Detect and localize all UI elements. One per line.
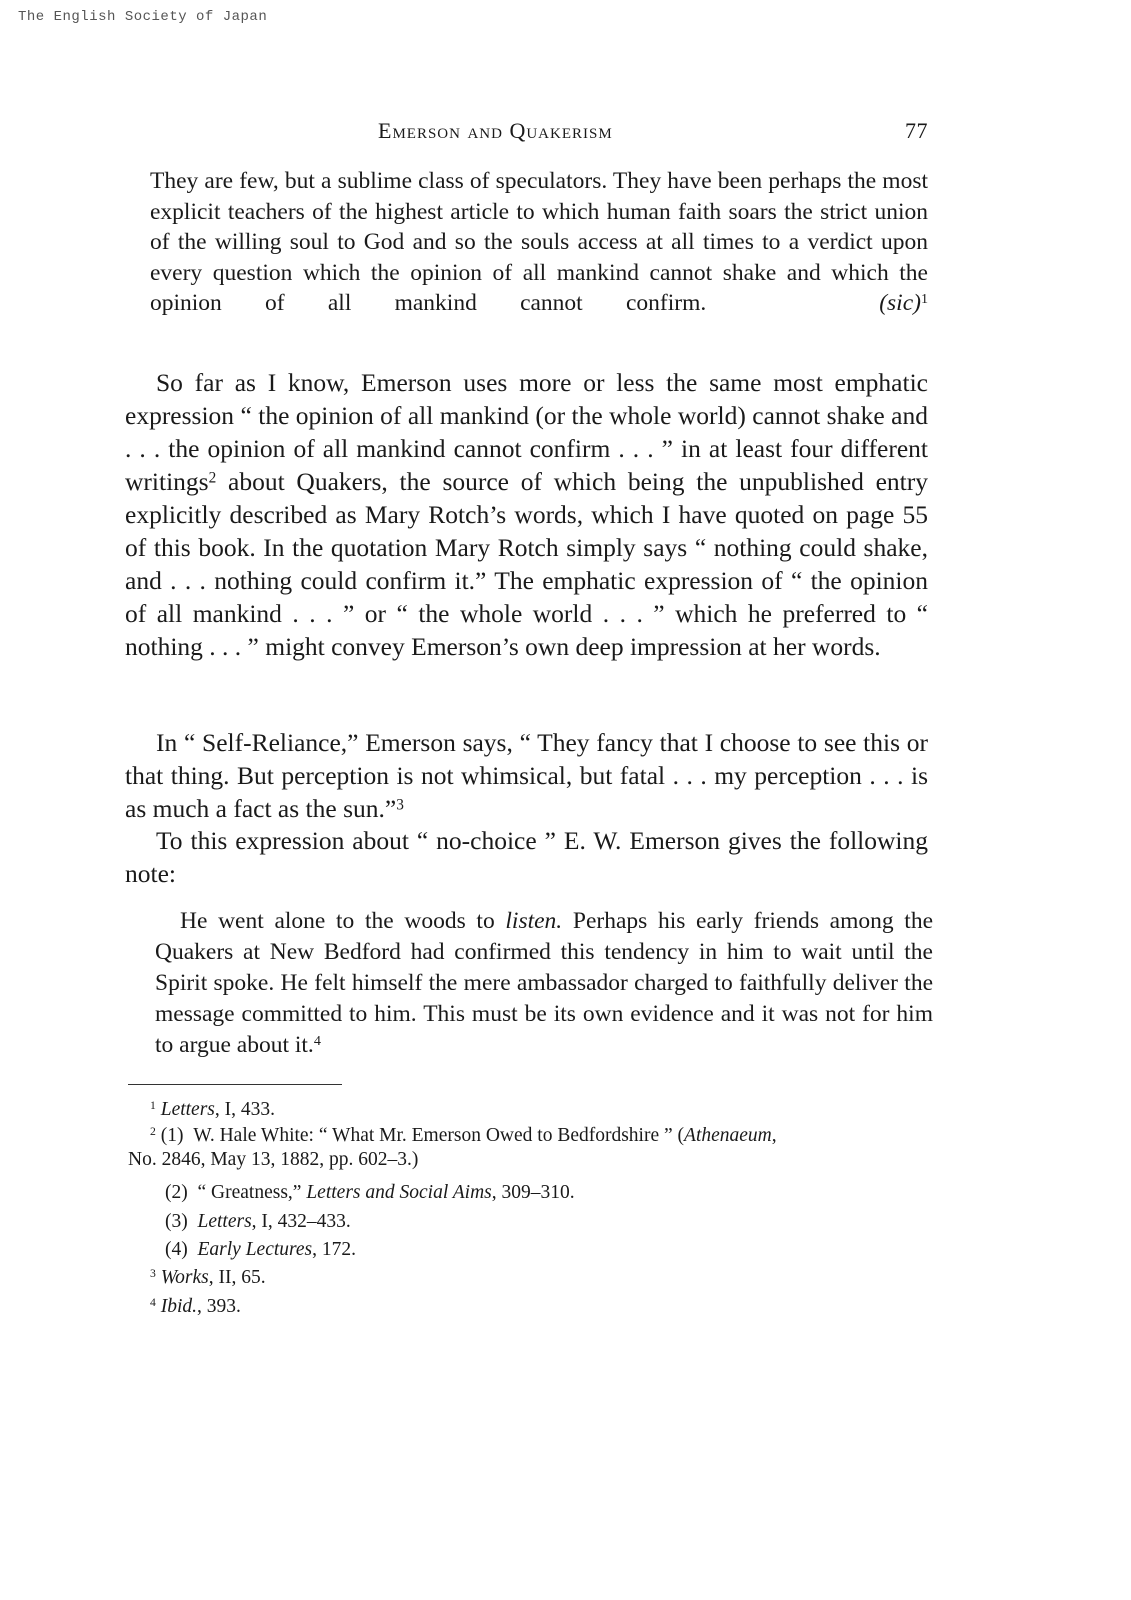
footnote-1-mark: 1 (150, 1099, 156, 1113)
block-quote-1-text: They are few, but a sublime class of speculators. They have been perhaps the most explicit teachers of the highest article to which human faith soars the strict union of the willing soul to God and so the souls access at all times to a verdict upon every question which the opinion of all mankind cannot shake and which the opinion of all mankind cannot confirm. (150, 168, 928, 317)
paragraph-3 (125, 824, 928, 890)
footnote-2-3-num: (3) (165, 1211, 188, 1232)
footnote-2-item-2 (165, 1181, 575, 1205)
footnote-ref-4: 4 (313, 1032, 321, 1049)
footnote-1-rest: , I, 433. (214, 1099, 276, 1120)
page-number: 77 (905, 118, 928, 143)
block-quote-2-text-a: He went alone to the woods to (180, 908, 506, 934)
footnote-2-2-num: (2) (165, 1182, 188, 1203)
paragraph-1-text-b: about Quakers, the source of which being the unpublished entry explicitly described as Mary Rotch’s words, which I have quoted on page 55 of this book. In the quotation Mary Rotch simply says “ nothing could shake, and . . . nothing could confirm it.” The emphatic expression of “ the opinion of all mankind . . . ” or “ the whole world . . . ” which he preferred to “ nothing . . . ” might convey Emerson’s own deep impression at her words. (125, 467, 928, 661)
footnote-ref-1: 1 (920, 291, 929, 308)
footnote-3-title: Works (160, 1267, 209, 1288)
block-quote-2-text-b: Perhaps his early friends among the Quakers at New Bedford had confirmed this tendency in him to wait until the Spirit spoke. He felt himself the mere ambassador charged to faithfully deliver the message committed to him. This must be its own evidence and it was not for him to argue about it. (155, 908, 934, 1058)
emphasis-listen: listen. (505, 908, 563, 934)
footnote-3 (150, 1266, 266, 1290)
footnote-2-3-rest: , I, 432–433. (251, 1211, 351, 1232)
footnote-4 (150, 1295, 241, 1319)
footnote-2-num: (1) (160, 1125, 184, 1146)
block-quote-1 (150, 166, 928, 319)
footnote-4-mark: 4 (150, 1296, 156, 1310)
paragraph-2 (125, 726, 928, 825)
footnote-2-2-rest: , 309–310. (491, 1182, 575, 1203)
footnote-2-continuation: No. 2846, May 13, 1882, pp. 602–3.) (128, 1149, 419, 1170)
block-quote-2 (155, 906, 933, 1061)
footnote-2-4-num: (4) (165, 1239, 188, 1260)
watermark: The English Society of Japan (18, 9, 268, 25)
paragraph-2-text: In “ Self-Reliance,” Emerson says, “ They fancy that I choose to see this or that thing. But perception is not whimsical, but fatal . . . my perception . . . is as much a fact as the sun.” (125, 728, 928, 823)
footnote-1 (150, 1098, 275, 1122)
footnote-2-2-text: “ Greatness,” (197, 1182, 307, 1203)
footnote-2-4-rest: , 172. (312, 1239, 357, 1260)
footnote-2-item-3 (165, 1210, 351, 1234)
footnote-4-rest: , 393. (197, 1296, 241, 1317)
footnote-ref-3: 3 (396, 796, 404, 814)
sic-mark: (sic) (879, 290, 921, 317)
footnote-divider (128, 1084, 342, 1085)
footnote-ref-2: 2 (208, 469, 217, 487)
footnote-2-journal: Athenaeum (684, 1125, 772, 1146)
footnote-2-4-title: Early Lectures (197, 1239, 313, 1260)
footnote-4-title: Ibid. (160, 1296, 198, 1317)
footnote-2-3-title: Letters (197, 1211, 252, 1232)
paragraph-1 (125, 366, 928, 663)
footnote-2-item-4 (165, 1238, 356, 1262)
paragraph-3-text: To this expression about “ no-choice ” E. W. Emerson gives the following note: (125, 826, 928, 888)
footnote-2-mark: 2 (150, 1125, 156, 1139)
footnote-3-rest: , II, 65. (208, 1267, 266, 1288)
footnote-2 (128, 1124, 928, 1172)
running-title: Emerson and Quakerism (378, 118, 613, 143)
footnote-3-mark: 3 (150, 1267, 156, 1281)
footnote-2-text-b: , (771, 1125, 777, 1146)
footnote-1-title: Letters (160, 1099, 215, 1120)
footnote-2-text-a: W. Hale White: “ What Mr. Emerson Owed to Bedfordshire ” ( (193, 1125, 685, 1146)
paragraph-1-text-a: So far as I know, Emerson uses more or less the same most emphatic expression “ the opinion of all mankind (or the whole world) cannot shake and . . . the opinion of all mankind cannot confirm . . . ” in at least four different writings (125, 368, 928, 496)
footnote-2-2-title: Letters and Social Aims (306, 1182, 492, 1203)
